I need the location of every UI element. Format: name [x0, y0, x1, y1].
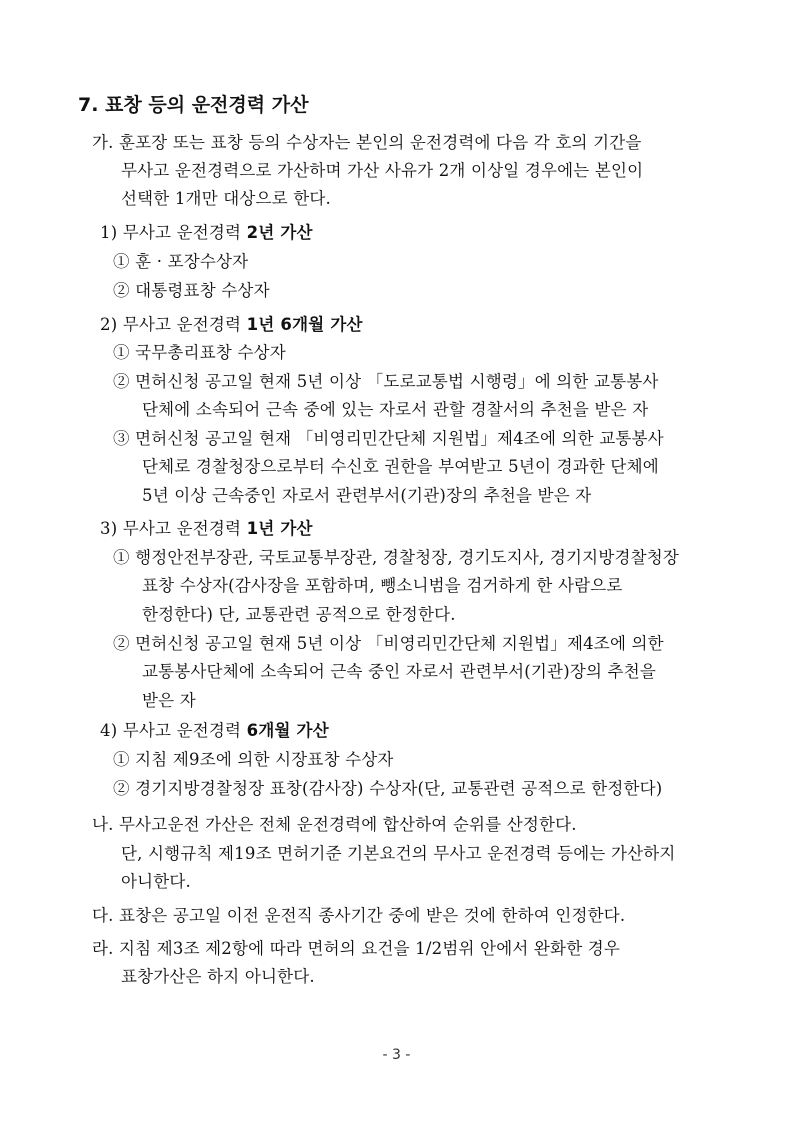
item-4-sub-1: ① 지침 제9조에 의한 시장표창 수상자	[113, 750, 394, 769]
item-3-heading	[100, 518, 313, 540]
item-1-heading	[100, 222, 313, 244]
item-3-bold: 1년 가산	[246, 519, 313, 538]
item-3-sub-2: ② 면허신청 공고일 현재 5년 이상 「비영리민간단체 지원법」제4조에 의한	[113, 634, 664, 653]
item-3-sub-1: ① 행정안전부장관, 국토교통부장관, 경찰청장, 경기도지사, 경기지방경찰청장	[113, 548, 680, 567]
section-heading: 7. 표창 등의 운전경력 가산	[78, 94, 309, 116]
item-3-sub-2-cont-2: 받은 자	[142, 691, 196, 710]
item-2-sub-1: ① 국무총리표창 수상자	[113, 343, 286, 362]
item-2-sub-3-cont-1: 단체로 경찰청장으로부터 수신호 권한을 부여받고 5년이 경과한 단체에	[142, 457, 659, 476]
item-4-heading	[100, 720, 329, 742]
item-3-sub-2-cont-1: 교통봉사단체에 소속되어 근속 중인 자로서 관련부서(기관)장의 추천을	[142, 662, 656, 681]
item-4-sub-2: ② 경기지방경찰청장 표창(감사장) 수상자(단, 교통관련 공적으로 한정한다)	[113, 779, 663, 798]
item-3-prefix: 3) 무사고 운전경력	[100, 519, 247, 538]
item-1-bold: 2년 가산	[246, 223, 313, 242]
item-2-sub-2: ② 면허신청 공고일 현재 5년 이상 「도로교통법 시행령」에 의한 교통봉사	[113, 372, 659, 391]
item-4-bold: 6개월 가산	[246, 721, 329, 740]
paragraph-ga-line-1: 가. 훈포장 또는 표창 등의 수상자는 본인의 운전경력에 다음 각 호의 기간을	[92, 133, 642, 152]
item-1-sub-2: ② 대통령표창 수상자	[113, 281, 270, 300]
paragraph-na-line-3: 아니한다.	[121, 872, 192, 891]
item-2-heading	[100, 314, 363, 336]
item-4-prefix: 4) 무사고 운전경력	[100, 721, 247, 740]
item-1-prefix: 1) 무사고 운전경력	[100, 223, 247, 242]
item-2-prefix: 2) 무사고 운전경력	[100, 315, 247, 334]
item-2-sub-3: ③ 면허신청 공고일 현재 「비영리민간단체 지원법」제4조에 의한 교통봉사	[113, 429, 664, 448]
paragraph-da: 다. 표창은 공고일 이전 운전직 종사기간 중에 받은 것에 한하여 인정한다.	[92, 906, 626, 925]
page-number: - 3 -	[382, 1047, 411, 1063]
item-2-sub-2-cont: 단체에 소속되어 근속 중에 있는 자로서 관할 경찰서의 추천을 받은 자	[142, 400, 649, 419]
paragraph-ga-line-3: 선택한 1개만 대상으로 한다.	[121, 189, 332, 208]
paragraph-ga-line-2: 무사고 운전경력으로 가산하며 가산 사유가 2개 이상일 경우에는 본인이	[121, 161, 644, 180]
paragraph-na-line-2: 단, 시행규칙 제19조 면허기준 기본요건의 무사고 운전경력 등에는 가산하지	[121, 844, 676, 863]
item-3-sub-1-cont-1: 표창 수상자(감사장을 포함하며, 뺑소니범을 검거하게 한 사람으로	[142, 576, 623, 595]
item-2-bold: 1년 6개월 가산	[246, 315, 363, 334]
paragraph-ra-line-1: 라. 지침 제3조 제2항에 따라 면허의 요건을 1/2범위 안에서 완화한 경우	[92, 939, 621, 958]
item-3-sub-1-cont-2: 한정한다) 단, 교통관련 공적으로 한정한다.	[142, 605, 456, 624]
paragraph-na-line-1: 나. 무사고운전 가산은 전체 운전경력에 합산하여 순위를 산정한다.	[92, 815, 577, 834]
item-1-sub-1: ① 훈 · 포장수상자	[113, 252, 249, 271]
paragraph-ra-line-2: 표창가산은 하지 아니한다.	[121, 967, 315, 986]
item-2-sub-3-cont-2: 5년 이상 근속중인 자로서 관련부서(기관)장의 추천을 받은 자	[142, 486, 592, 505]
